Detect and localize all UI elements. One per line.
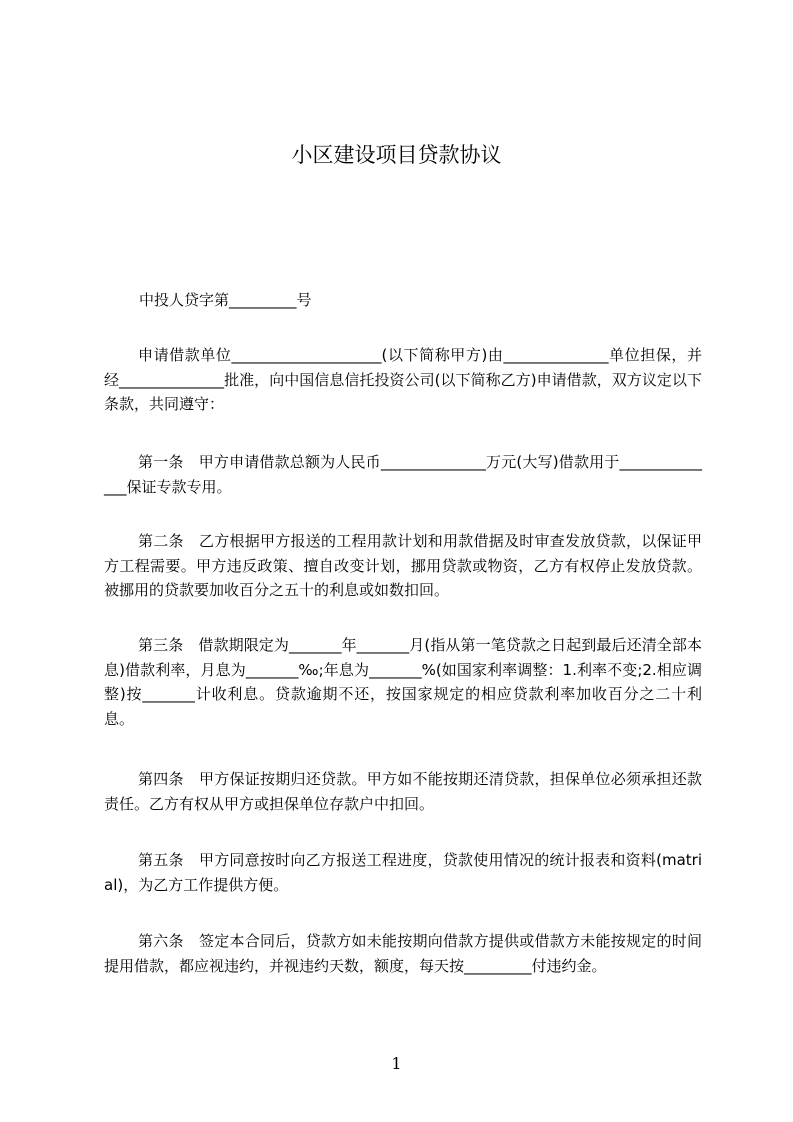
- article-4: 第四条 甲方保证按期归还贷款。甲方如不能按期还清贷款，担保单位必须承担还款责任。乙方有权从甲方或担保单位存款户中扣回。: [104, 770, 702, 813]
- article-6: 第六条 签定本合同后，贷款方如未能按期向借款方提供或借款方未能按规定的时间提用借款，都应视违约，并视违约天数，额度，每天按_________付违约金。: [104, 932, 702, 975]
- page-number: 1: [391, 1054, 402, 1073]
- article-3: 第三条 借款期限定为_______年_______月(指从第一笔贷款之日起到最后还清全部本息)借款利率，月息为_______‰;年息为_______%(如国家利率调整：1.利率不变;2.相应调整)按_______计收利息。贷款逾期不还，按国家规定的相应贷款利率加收百分之二十利息。: [104, 636, 702, 728]
- article-5: 第五条 甲方同意按时向乙方报送工程进度，贷款使用情况的统计报表和资料(matrial)，为乙方工作提供方便。: [104, 851, 702, 894]
- document-reference-number: 中投人贷字第_________号: [139, 291, 312, 309]
- document-title: 小区建设项目贷款协议: [291, 143, 502, 167]
- intro-paragraph: 申请借款单位____________________(以下简称甲方)由______________单位担保，并经______________批准，向中国信息信托投资公司(以下简称乙方)申请借款，双方议定以下条款，共同遵守：: [104, 346, 702, 413]
- article-1: 第一条 甲方申请借款总额为人民币______________万元(大写)借款用于______________保证专款专用。: [104, 453, 702, 496]
- article-2: 第二条 乙方根据甲方报送的工程用款计划和用款借据及时审查发放贷款，以保证甲方工程需要。甲方违反政策、擅自改变计划，挪用贷款或物资，乙方有权停止发放贷款。被挪用的贷款要加收百分之五十的利息或如数扣回。: [104, 532, 702, 599]
